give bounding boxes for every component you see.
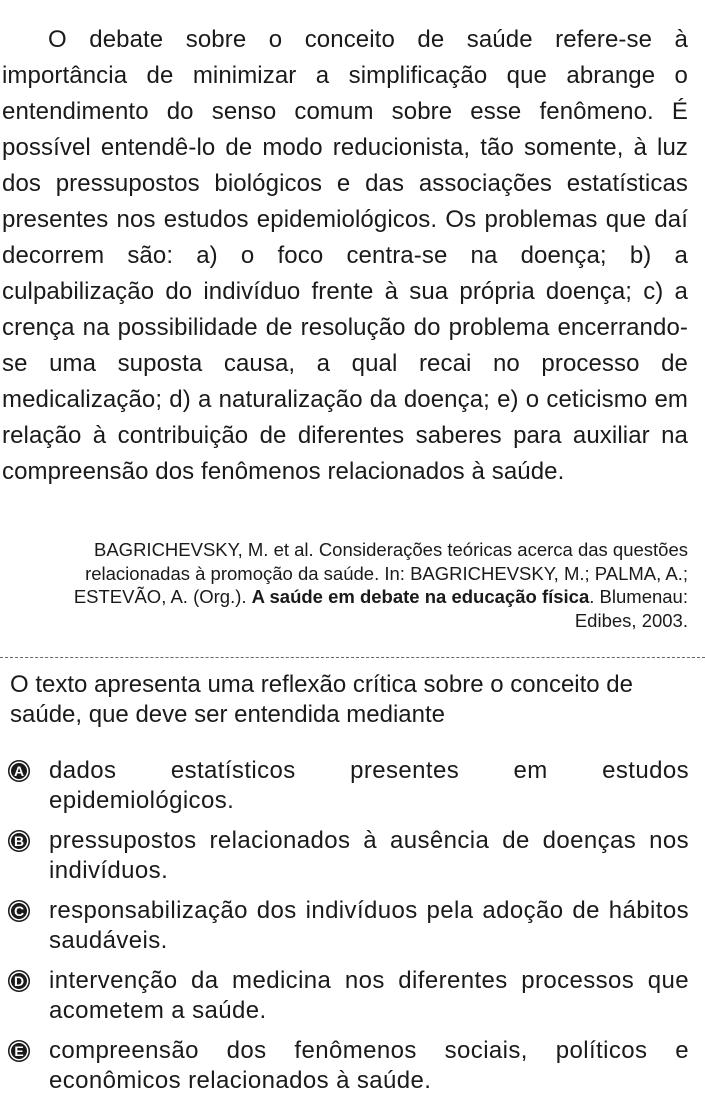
option-d-letter-badge: D bbox=[8, 970, 30, 992]
option-b[interactable] bbox=[8, 826, 698, 886]
citation-reference: BAGRICHEVSKY, M. et al. Considerações teóricas acerca das questões relacionadas à promoção da saúde. In: BAGRICHEVSKY, M.; PALMA, A.; ESTEVÃO, A. (Org.). bbox=[73, 539, 688, 607]
option-a-text: dados estatísticos presentes em estudos epidemiológicos. bbox=[49, 757, 689, 814]
option-b-text: pressupostos relacionados à ausência de doenças nos indivíduos. bbox=[49, 827, 689, 884]
option-e-text: compreensão dos fenômenos sociais, políticos e econômicos relacionados à saúde. bbox=[49, 1037, 689, 1094]
citation-publisher: . Blumenau: Edibes, 2003. bbox=[574, 586, 688, 631]
option-e[interactable] bbox=[8, 1036, 698, 1096]
option-c-letter-badge: C bbox=[8, 900, 30, 922]
option-c[interactable] bbox=[8, 896, 698, 956]
option-a[interactable] bbox=[8, 756, 698, 816]
option-a-letter-badge: A bbox=[8, 760, 30, 782]
option-d-text: intervenção da medicina nos diferentes processos que acometem a saúde. bbox=[49, 967, 689, 1024]
option-c-text: responsabilização dos indivíduos pela adoção de hábitos saudáveis. bbox=[49, 897, 689, 954]
option-d[interactable] bbox=[8, 966, 698, 1026]
option-b-letter-badge: B bbox=[8, 830, 30, 852]
citation-title: A saúde em debate na educação física bbox=[251, 586, 590, 607]
dashed-divider bbox=[0, 657, 705, 658]
citation bbox=[10, 538, 688, 632]
passage-text: O debate sobre o conceito de saúde refere-se à importância de minimizar a simplificação que abrange o entendimento do senso comum sobre esse fenômeno. É possível entendê-lo de modo reducionista, tão somente, à luz dos pressupostos biológicos e das associações estatísticas presentes nos estudos epidemiológicos. Os problemas que daí decorrem são: a) o foco centra-se na doença; b) a culpabilização do indivíduo frente à sua própria doença; c) a crença na possibilidade de resolução do problema encerrando-se uma suposta causa, a qual recai no processo de medicalização; d) a naturalização da doença; e) o ceticismo em relação à contribuição de diferentes saberes para auxiliar na compreensão dos fenômenos relacionados à saúde. bbox=[2, 26, 688, 485]
question-stem: O texto apresenta uma reflexão crítica sobre o conceito de saúde, que deve ser entendida mediante bbox=[10, 671, 634, 728]
option-e-letter-badge: E bbox=[8, 1040, 30, 1062]
